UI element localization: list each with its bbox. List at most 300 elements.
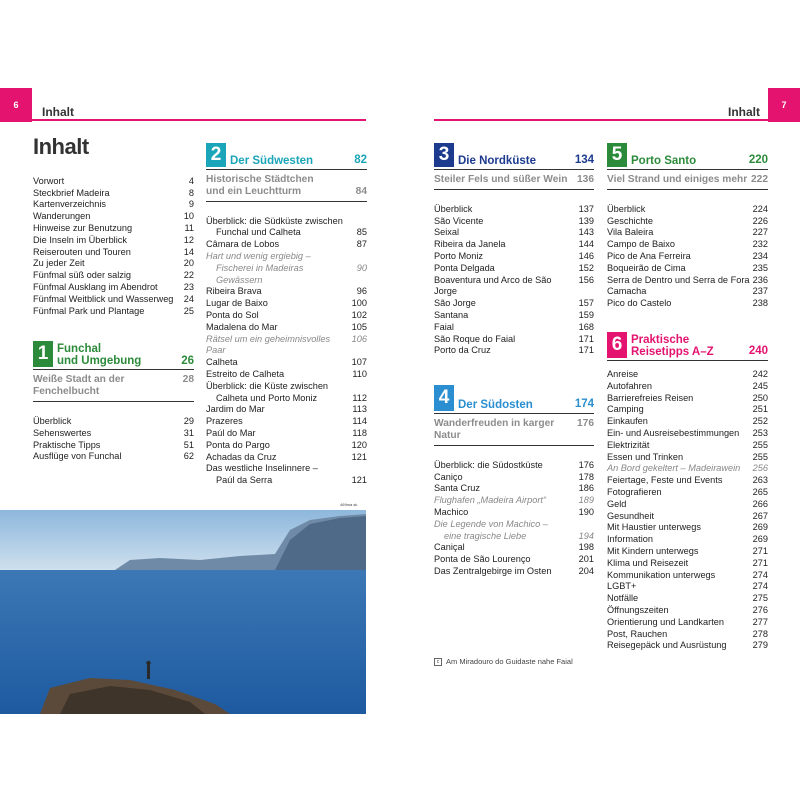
toc-column-1 [33, 134, 194, 463]
toc-entry-title: Das Zentralgebirge im Osten [434, 565, 552, 576]
toc-entry[interactable] [33, 176, 194, 188]
toc-entry-title: Camping [607, 404, 644, 415]
toc-entry[interactable] [33, 282, 194, 294]
toc-entry[interactable] [206, 463, 367, 475]
chapter-1-title: Funchal und Umgebung [57, 343, 142, 368]
toc-entry[interactable] [434, 275, 594, 299]
toc-entry-page: 152 [578, 262, 594, 273]
toc-entry-title: Pico de Ana Ferreira [607, 250, 691, 261]
chapter-1-number: 1 [33, 341, 53, 367]
toc-entry-title: Die Inseln im Überblick [33, 234, 127, 245]
toc-entry-title: Essen und Trinken [607, 451, 684, 462]
toc-entry[interactable] [607, 298, 768, 310]
toc-entry-title: Calheta und Porto Moniz [216, 392, 318, 403]
toc-entry-page: 263 [752, 475, 768, 486]
chapter-5-page: 220 [748, 154, 768, 167]
toc-entry-page: 279 [752, 640, 768, 651]
toc-entry-page: 274 [752, 581, 768, 592]
toc-entry[interactable] [434, 310, 594, 322]
toc-entry-title: Machico [434, 506, 469, 517]
toc-entry-title: Feiertage, Feste und Events [607, 475, 723, 486]
toc-entry-title: Lugar de Baixo [206, 298, 268, 309]
toc-entry[interactable] [33, 451, 194, 463]
toc-entry[interactable] [607, 617, 768, 629]
toc-entry-title: Porto Moniz [434, 250, 484, 261]
toc-entry[interactable] [434, 239, 594, 251]
toc-entry[interactable] [434, 334, 594, 346]
toc-entry-title: Campo de Baixo [607, 239, 675, 250]
toc-entry-page: 168 [578, 321, 594, 332]
toc-entry[interactable] [434, 519, 594, 531]
toc-entry[interactable] [607, 546, 768, 558]
toc-entry-page: 227 [752, 227, 768, 238]
chapter-5-title: Porto Santo [631, 155, 697, 167]
toc-entry-title: Fünfmal Park und Plantage [33, 305, 145, 316]
chapter-1-subtitle: Weiße Stadt an der Fenchelbucht 28 [33, 370, 194, 402]
toc-entry[interactable] [206, 251, 367, 263]
left-page-number: 6 [0, 88, 32, 122]
photo-credit: 469ma sk [340, 502, 358, 507]
left-header-label: Inhalt [42, 105, 74, 119]
toc-entry-page: 252 [752, 416, 768, 427]
toc-entry-title: Praktische Tipps [33, 439, 101, 450]
toc-entry-page: 245 [752, 380, 768, 391]
toc-entry-title: Überblick: die Küste zwischen [206, 380, 329, 391]
toc-entry[interactable] [206, 310, 367, 322]
toc-entry[interactable] [607, 629, 768, 641]
toc-entry-page: 226 [752, 215, 768, 226]
chapter-1-heading[interactable] [33, 341, 194, 370]
toc-entry-title: Ponta do Sol [206, 309, 259, 320]
toc-entry-page: 224 [752, 203, 768, 214]
toc-entry[interactable] [607, 487, 768, 499]
toc-entry-title: Serra de Dentro und Serra de Fora [607, 274, 750, 285]
toc-entry-page: 23 [183, 281, 194, 292]
toc-entry-page: 267 [752, 510, 768, 521]
toc-entry-page: 120 [351, 439, 367, 450]
toc-entry[interactable] [607, 404, 768, 416]
toc-entry-page: 62 [183, 451, 194, 462]
toc-entry-page: 201 [578, 554, 594, 565]
toc-entry-title: Faial [434, 321, 454, 332]
toc-entry-page: 190 [578, 506, 594, 517]
toc-entry-page [349, 216, 367, 228]
toc-entry[interactable] [206, 404, 367, 416]
toc-entry-page: 255 [752, 451, 768, 462]
toc-entry-page: 242 [752, 368, 768, 379]
toc-entry-page: 275 [752, 593, 768, 604]
toc-entry-page: 198 [578, 542, 594, 553]
toc-entry[interactable] [206, 357, 367, 369]
toc-entry-title: Kommunikation unterwegs [607, 569, 716, 580]
toc-entry[interactable] [33, 306, 194, 318]
toc-entry-page: 144 [578, 239, 594, 250]
chapter-4-entries [434, 460, 594, 578]
toc-entry-page: 4 [188, 175, 194, 186]
toc-entry[interactable] [33, 211, 194, 223]
toc-entry-title: São Jorge [434, 298, 476, 309]
toc-entry[interactable] [206, 393, 367, 405]
toc-entry-page: 11 [184, 222, 194, 233]
toc-entry-title: Porto da Cruz [434, 345, 491, 356]
toc-entry-title: Überblick [607, 203, 646, 214]
chapter-5-entries [607, 204, 768, 310]
toc-entry-page [349, 251, 367, 263]
toc-entry-page: 235 [752, 262, 768, 273]
toc-entry-page: 14 [183, 246, 194, 257]
toc-entry-title: Seixal [434, 227, 460, 238]
toc-entry[interactable] [206, 227, 367, 239]
toc-entry[interactable] [33, 416, 194, 428]
toc-entry-page: 87 [356, 239, 367, 250]
toc-entry-page: 110 [352, 368, 367, 379]
toc-entry-title: Mit Haustier unterwegs [607, 522, 701, 533]
toc-entry-title: Überblick: die Südküste zwischen [206, 215, 343, 226]
toc-entry[interactable] [607, 570, 768, 582]
toc-entry[interactable] [434, 204, 594, 216]
toc-entry-title: Einkaufen [607, 416, 648, 427]
toc-entry-title: Santana [434, 309, 469, 320]
toc-entry[interactable] [206, 286, 367, 298]
chapter-4-subtitle: Wanderfreuden in karger Natur 176 [434, 414, 594, 446]
toc-entry[interactable] [434, 483, 594, 495]
toc-entry-title: Rätsel um ein geheimnisvolles Paar [206, 333, 331, 356]
toc-entry[interactable] [607, 227, 768, 239]
toc-entry-page: 234 [752, 250, 768, 261]
chapter-3-number: 3 [434, 143, 454, 167]
toc-entry[interactable] [434, 322, 594, 334]
toc-entry-page: 186 [578, 483, 594, 494]
toc-entry[interactable] [206, 216, 367, 228]
right-header-rule [434, 119, 768, 121]
toc-entry-title: Hart und wenig ergiebig – [206, 250, 311, 261]
toc-entry-page: 105 [351, 321, 367, 332]
toc-column-4 [607, 143, 768, 652]
toc-entry-page [576, 519, 594, 531]
photo-caption: c Am Miradouro do Guidaste nahe Faial [434, 657, 573, 666]
chapter-3-entries [434, 204, 594, 357]
chapter-3-subtitle: Steiler Fels und süßer Wein 136 [434, 170, 594, 190]
chapter-2-entries [206, 216, 367, 487]
chapter-2-heading[interactable] [206, 143, 367, 170]
toc-entry[interactable] [607, 475, 768, 487]
toc-entry-page: 250 [752, 392, 768, 403]
toc-entry-page: 12 [183, 234, 194, 245]
toc-entry-page: 271 [752, 545, 768, 556]
toc-entry-page: 100 [351, 298, 367, 309]
toc-entry-title: Madalena do Mar [206, 321, 278, 332]
toc-entry-page [349, 381, 367, 393]
toc-entry[interactable] [607, 581, 768, 593]
chapter-5-number: 5 [607, 143, 627, 167]
toc-entry[interactable] [607, 239, 768, 251]
toc-entry[interactable] [206, 440, 367, 452]
toc-entry-title: Camacha [607, 286, 647, 297]
toc-entry-title: Kartenverzeichnis [33, 199, 107, 210]
toc-entry-page: 112 [352, 392, 367, 403]
coast-photo [0, 510, 366, 714]
toc-entry[interactable] [607, 275, 768, 287]
toc-entry-title: Information [607, 534, 653, 545]
toc-entry[interactable] [434, 216, 594, 228]
toc-entry-title: Geld [607, 498, 627, 509]
toc-entry-title: LGBT+ [607, 581, 637, 592]
toc-entry-page: 102 [351, 309, 367, 320]
toc-entry-title: Das westliche Inselinnere – [206, 463, 318, 474]
toc-entry-page: 256 [752, 463, 768, 474]
toc-entry[interactable] [33, 199, 194, 211]
toc-entry-page: 51 [183, 439, 194, 450]
toc-entry-title: Ponta do Pargo [206, 439, 270, 450]
toc-entry-page: 113 [352, 404, 367, 415]
toc-entry[interactable] [607, 251, 768, 263]
chapter-2-title: Der Südwesten [230, 155, 314, 167]
chapter-6-page: 240 [748, 345, 768, 358]
toc-entry-page: 204 [578, 565, 594, 576]
toc-entry-title: Geschichte [607, 215, 653, 226]
toc-entry-page: 114 [352, 416, 367, 427]
toc-entry-title: Steckbrief Madeira [33, 187, 110, 198]
toc-entry-page: 90 [356, 262, 367, 273]
toc-entry[interactable] [607, 416, 768, 428]
toc-entry-page: 271 [752, 557, 768, 568]
toc-entry-page: 171 [578, 333, 594, 344]
right-header-label: Inhalt [728, 105, 760, 119]
left-header-rule [32, 119, 366, 121]
toc-entry-title: São Vicente [434, 215, 484, 226]
toc-entry-page: 277 [752, 616, 768, 627]
toc-entry-title: Überblick: die Südostküste [434, 459, 543, 470]
chapter-2-number: 2 [206, 143, 226, 167]
toc-entry[interactable] [206, 475, 367, 487]
toc-entry-title: Fischerei in Madeiras Gewässern [216, 262, 304, 285]
toc-entry[interactable] [607, 511, 768, 523]
toc-entry-page: 121 [351, 451, 367, 462]
toc-entry-page: 269 [752, 534, 768, 545]
toc-entry-page [349, 463, 367, 475]
toc-entry[interactable] [206, 381, 367, 393]
toc-entry[interactable] [607, 452, 768, 464]
toc-entry[interactable] [607, 204, 768, 216]
toc-entry-title: Ribeira Brava [206, 286, 262, 297]
toc-entry-page: 146 [578, 250, 594, 261]
toc-entry-title: Mit Kindern unterwegs [607, 545, 699, 556]
chapter-4-heading[interactable] [434, 385, 594, 414]
toc-entry[interactable] [206, 334, 367, 358]
toc-entry-title: Calheta [206, 357, 238, 368]
toc-entry[interactable] [607, 522, 768, 534]
toc-entry[interactable] [33, 428, 194, 440]
toc-entry-title: Sehenswertes [33, 427, 92, 438]
toc-entry[interactable] [206, 416, 367, 428]
toc-entry-page: 9 [188, 199, 194, 210]
toc-entry-title: Ein- und Ausreisebestimmungen [607, 427, 740, 438]
toc-entry[interactable] [607, 286, 768, 298]
toc-entry[interactable] [33, 258, 194, 270]
toc-entry-title: eine tragische Liebe [444, 530, 527, 541]
toc-entry-page: 22 [183, 270, 194, 281]
chapter-2-page: 82 [354, 154, 367, 167]
toc-entry-page: 20 [183, 258, 194, 269]
toc-entry-page: 121 [351, 475, 367, 486]
toc-entry-page: 107 [351, 357, 367, 368]
toc-entry[interactable] [434, 227, 594, 239]
toc-entry[interactable] [607, 534, 768, 546]
toc-entry-title: Reisegepäck und Ausrüstung [607, 640, 727, 651]
toc-entry-page: 106 [351, 333, 367, 344]
toc-entry-page: 143 [578, 227, 594, 238]
chapter-6-heading[interactable] [607, 332, 768, 361]
toc-entry[interactable] [607, 428, 768, 440]
toc-entry[interactable] [206, 428, 367, 440]
toc-entry-title: Boaventura und Arco de São Jorge [434, 274, 552, 297]
toc-entry-title: Prazeres [206, 416, 243, 427]
toc-entry-page: 31 [183, 427, 194, 438]
toc-entry[interactable] [33, 440, 194, 452]
toc-entry-page: 178 [578, 471, 594, 482]
toc-entry[interactable] [434, 542, 594, 554]
toc-entry-page: 265 [752, 486, 768, 497]
toc-entry[interactable] [33, 223, 194, 235]
toc-entry-title: Elektrizität [607, 439, 650, 450]
chapter-5-heading[interactable] [607, 143, 768, 170]
chapter-5-subtitle: Viel Strand und einiges mehr 222 [607, 170, 768, 190]
toc-entry[interactable] [33, 270, 194, 282]
toc-entry-title: Zu jeder Zeit [33, 258, 85, 269]
toc-entry-title: Klima und Reisezeit [607, 557, 689, 568]
toc-entry-title: Die Legende von Machico – [434, 518, 548, 529]
toc-entry-title: Überblick [33, 415, 72, 426]
toc-entry-title: Paúl da Serra [216, 475, 273, 486]
toc-entry-page: 156 [578, 274, 594, 285]
chapter-6-number: 6 [607, 332, 627, 358]
toc-entry-page: 278 [752, 628, 768, 639]
toc-entry[interactable] [434, 507, 594, 519]
toc-entry[interactable] [607, 558, 768, 570]
toc-entry-title: Boqueirão de Cima [607, 262, 686, 273]
toc-entry-title: Ponta de São Lourenço [434, 554, 531, 565]
toc-entry-title: Fünfmal Ausklang im Abendrot [33, 281, 158, 292]
toc-entry[interactable] [206, 452, 367, 464]
toc-entry-title: Vorwort [33, 175, 65, 186]
toc-entry[interactable] [607, 499, 768, 511]
toc-entry-title: Paúl do Mar [206, 427, 256, 438]
caption-icon: c [434, 658, 442, 666]
toc-entry[interactable] [607, 593, 768, 605]
toc-entry[interactable] [33, 235, 194, 247]
toc-entry[interactable] [607, 605, 768, 617]
toc-entry-title: Fünfmal Weitblick und Wasserweg [33, 293, 174, 304]
toc-entry-page: 274 [752, 569, 768, 580]
toc-entry[interactable] [607, 463, 768, 475]
toc-entry-title: Santa Cruz [434, 483, 480, 494]
toc-entry-page: 276 [752, 604, 768, 615]
toc-entry-page: 159 [578, 309, 594, 320]
toc-entry[interactable] [33, 294, 194, 306]
toc-entry-title: Pico do Castelo [607, 298, 672, 309]
toc-entry[interactable] [206, 298, 367, 310]
toc-entry[interactable] [434, 263, 594, 275]
toc-entry-page: 236 [752, 274, 768, 285]
chapter-4-number: 4 [434, 385, 454, 411]
toc-entry[interactable] [607, 440, 768, 452]
toc-entry-title: Caniço [434, 471, 463, 482]
toc-entry[interactable] [434, 495, 594, 507]
toc-entry[interactable] [607, 640, 768, 652]
toc-entry[interactable] [206, 322, 367, 334]
toc-entry[interactable] [206, 239, 367, 251]
toc-entry-title: Achadas da Cruz [206, 451, 277, 462]
toc-entry[interactable] [33, 247, 194, 259]
chapter-4-page: 174 [574, 398, 594, 411]
toc-entry[interactable] [607, 263, 768, 275]
toc-entry[interactable] [434, 472, 594, 484]
page-title: Inhalt [33, 134, 89, 159]
toc-entry[interactable] [434, 531, 594, 543]
toc-entry-title: An Bord gekeltert – Madeirawein [607, 463, 741, 474]
chapter-3-title: Die Nordküste [458, 155, 536, 167]
chapter-3-heading[interactable] [434, 143, 594, 170]
chapter-1-page: 26 [181, 354, 194, 367]
toc-entry[interactable] [607, 381, 768, 393]
toc-entry[interactable] [434, 298, 594, 310]
toc-entry-page: 255 [752, 439, 768, 450]
toc-entry-title: Reiserouten und Touren [33, 246, 131, 257]
toc-entry-title: Ausflüge von Funchal [33, 451, 122, 462]
toc-entry[interactable] [607, 369, 768, 381]
toc-entry-title: Notfälle [607, 593, 639, 604]
toc-entry-page: 29 [183, 415, 194, 426]
toc-entry[interactable] [206, 263, 367, 287]
toc-entry-page: 24 [183, 293, 194, 304]
toc-entry-title: Fünfmal süß oder salzig [33, 270, 132, 281]
chapter-6-title: Praktische Reisetipps A–Z [631, 333, 714, 358]
toc-entry-title: Orientierung und Landkarten [607, 616, 724, 627]
toc-entry[interactable] [434, 460, 594, 472]
toc-entry-page: 237 [752, 286, 768, 297]
toc-entry-title: Hinweise zur Benutzung [33, 222, 133, 233]
toc-entry-title: Öffnungszeiten [607, 604, 669, 615]
toc-entry[interactable] [434, 554, 594, 566]
chapter-2-subtitle: Historische Städtchen und ein Leuchtturm 84 [206, 170, 367, 202]
toc-entry-title: Wanderungen [33, 211, 91, 222]
toc-entry-page: 176 [578, 459, 594, 470]
toc-entry-title: Jardim do Mar [206, 404, 265, 415]
toc-entry-page: 157 [578, 298, 594, 309]
toc-entry-title: Funchal und Calheta [216, 227, 301, 238]
toc-entry-page: 85 [356, 227, 367, 238]
toc-entry[interactable] [607, 393, 768, 405]
toc-entry-title: Ribeira da Janela [434, 239, 506, 250]
toc-entry-title: Vila Baleira [607, 227, 654, 238]
toc-entry-title: Autofahren [607, 380, 652, 391]
toc-entry[interactable] [434, 251, 594, 263]
toc-entry-page: 118 [352, 427, 367, 438]
toc-entry[interactable] [434, 566, 594, 578]
chapter-6-entries [607, 369, 768, 652]
toc-entry[interactable] [434, 345, 594, 357]
right-page-number: 7 [768, 88, 800, 122]
toc-entry[interactable] [206, 369, 367, 381]
toc-entry[interactable] [33, 188, 194, 200]
toc-entry-page: 139 [578, 215, 594, 226]
toc-entry-page: 253 [752, 427, 768, 438]
toc-entry-title: São Roque do Faial [434, 333, 516, 344]
toc-entry-page: 269 [752, 522, 768, 533]
toc-entry[interactable] [607, 216, 768, 228]
toc-entry-title: Caniçal [434, 542, 465, 553]
toc-entry-page: 189 [578, 495, 594, 506]
